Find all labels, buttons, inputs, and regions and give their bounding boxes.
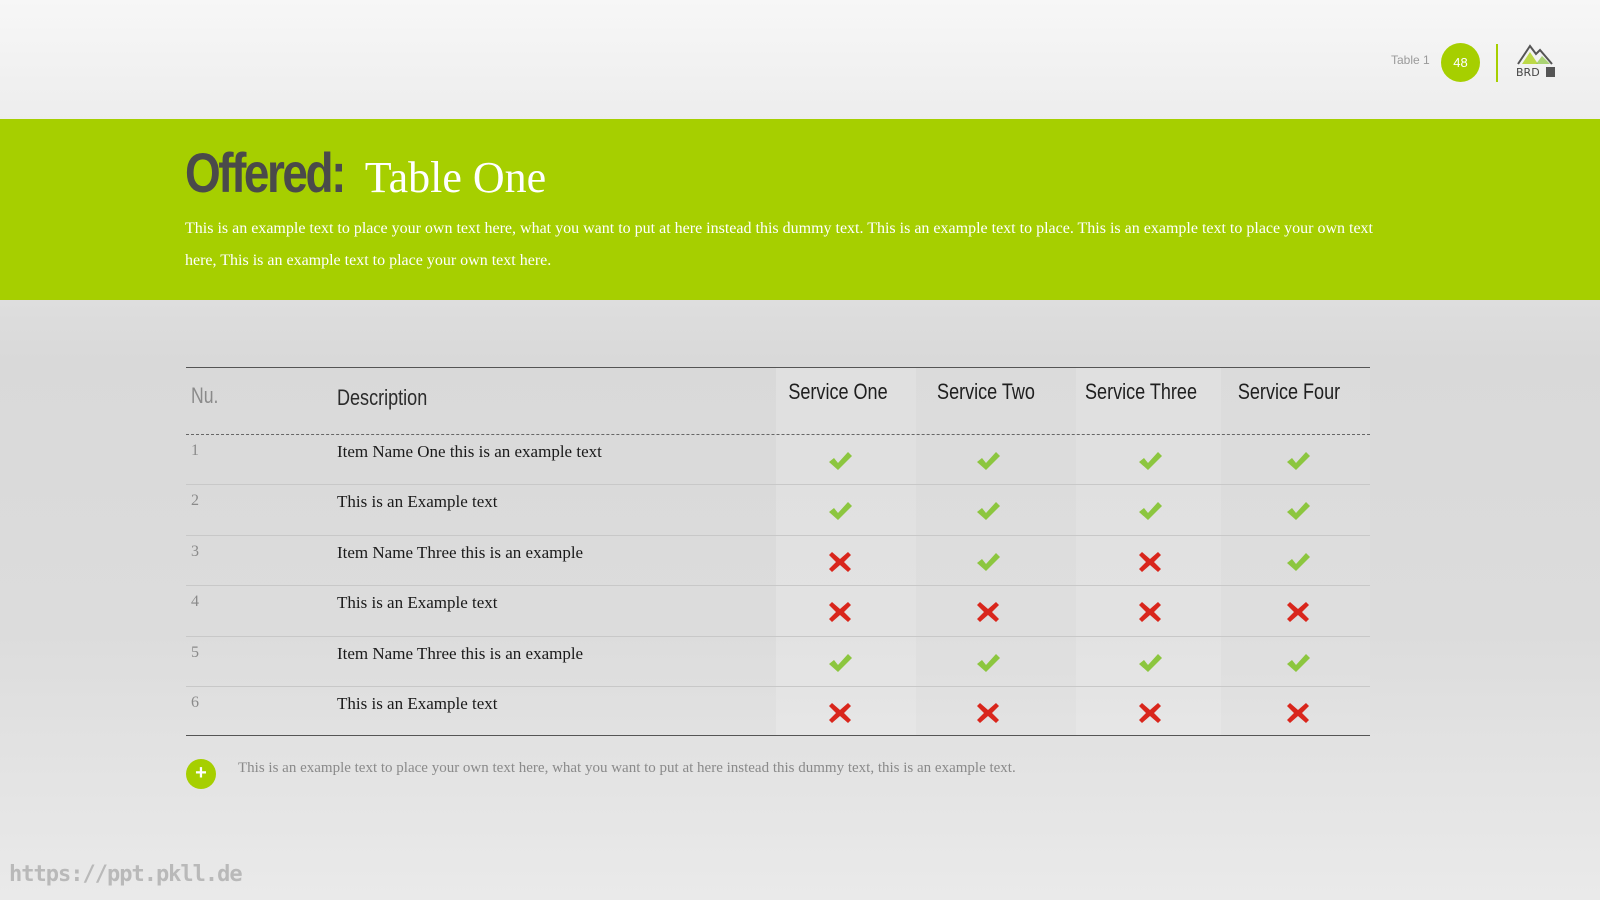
cross-icon <box>975 700 1001 726</box>
check-icon <box>975 498 1001 524</box>
table-bottom-rule <box>186 735 1370 736</box>
row-number: 1 <box>191 442 199 459</box>
row-number: 2 <box>191 492 199 509</box>
check-icon <box>1285 498 1311 524</box>
header-divider <box>1496 44 1498 82</box>
table-row <box>186 585 1370 636</box>
row-description: This is an Example text <box>337 694 498 713</box>
header-service-one: Service One <box>788 379 888 404</box>
cross-icon <box>1137 700 1163 726</box>
check-icon <box>1285 549 1311 575</box>
row-description: This is an Example text <box>337 593 498 612</box>
banner-description: This is an example text to place your own text here, what you want to put at here instead this dummy text. This is an example text to place. This is an example text to place your own text here, This is an example text to place your own text here. <box>185 220 1373 269</box>
logo-text: BRD <box>1516 66 1540 79</box>
plus-icon: + <box>186 759 216 789</box>
table-top-rule <box>186 367 1370 368</box>
cross-icon <box>1285 700 1311 726</box>
top-bar <box>0 0 1600 119</box>
title-strong: Offered: <box>185 141 344 204</box>
table-row <box>186 636 1370 686</box>
header-service-four: Service Four <box>1237 379 1341 404</box>
row-number: 5 <box>191 644 199 661</box>
row-description: This is an Example text <box>337 492 498 511</box>
watermark: https://ppt.pkll.de <box>9 862 242 887</box>
page-title <box>185 140 546 205</box>
table-row <box>186 434 1370 484</box>
row-number: 6 <box>191 694 199 711</box>
check-icon <box>1285 650 1311 676</box>
cross-icon <box>1137 599 1163 625</box>
check-icon <box>1137 448 1163 474</box>
header-num: Nu. <box>191 383 219 408</box>
cross-icon <box>827 549 853 575</box>
header-service-two: Service Two <box>937 379 1035 404</box>
section-label: Table 1 <box>1391 53 1430 67</box>
check-icon <box>1285 448 1311 474</box>
page-number-badge: 48 <box>1441 43 1480 82</box>
row-number: 4 <box>191 593 199 610</box>
check-icon <box>827 498 853 524</box>
cross-icon <box>975 599 1001 625</box>
check-icon <box>1137 650 1163 676</box>
footnote-text: This is an example text to place your own text here, what you want to put at here instead this dummy text, this is an example text. <box>238 760 1016 776</box>
check-icon <box>1137 498 1163 524</box>
check-icon <box>975 650 1001 676</box>
check-icon <box>827 448 853 474</box>
row-description: Item Name One this is an example text <box>337 442 602 461</box>
title-light: Table One <box>364 153 547 202</box>
header-service-three: Service Three <box>1085 379 1197 404</box>
table-row <box>186 686 1370 735</box>
check-icon <box>975 448 1001 474</box>
cross-icon <box>827 700 853 726</box>
check-icon <box>827 650 853 676</box>
cross-icon <box>827 599 853 625</box>
header-description: Description <box>337 385 428 410</box>
logo-icon <box>1508 40 1560 84</box>
cross-icon <box>1137 549 1163 575</box>
cross-icon <box>1285 599 1311 625</box>
table-row <box>186 535 1370 585</box>
check-icon <box>975 549 1001 575</box>
row-description: Item Name Three this is an example <box>337 644 584 663</box>
row-number: 3 <box>191 543 199 560</box>
table-row <box>186 484 1370 535</box>
row-description: Item Name Three this is an example <box>337 543 584 562</box>
